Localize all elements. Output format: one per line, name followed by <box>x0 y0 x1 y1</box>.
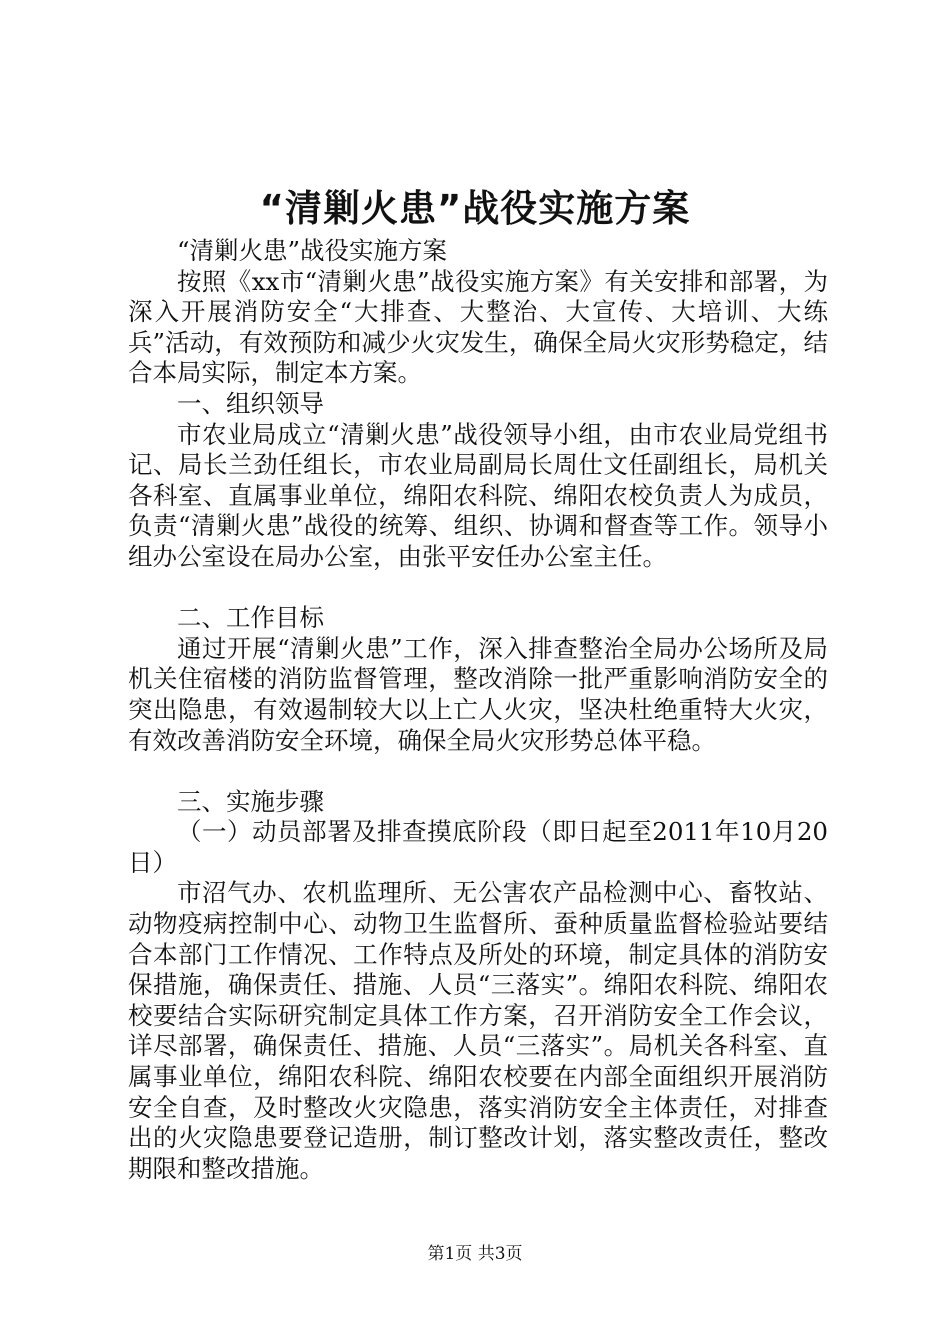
intro-paragraph: 按照《xx市“清剿火患”战役实施方案》有关安排和部署，为深入开展消防安全“大排查、大整治、大宣传、大培训、大练兵”活动，有效预防和减少火灾发生，确保全局火灾形势稳定，结合本局实际，制定本方案。 <box>128 266 828 388</box>
organization-paragraph: 市农业局成立“清剿火患”战役领导小组，由市农业局党组书记、局长兰劲任组长，市农业局副局长周仕文任副组长，局机关各科室、直属事业单位，绵阳农科院、绵阳农校负责人为成员，负责“清剿火患”战役的统筹、组织、协调和督查等工作。领导小组办公室设在局办公室，由张平安任办公室主任。 <box>128 419 828 571</box>
section-heading-organization: 一、组织领导 <box>177 388 324 418</box>
step-one-heading: （一）动员部署及排查摸底阶段（即日起至2011年10月20日） <box>128 817 828 877</box>
section-heading-goals: 二、工作目标 <box>177 603 324 633</box>
step-one-paragraph: 市沼气办、农机监理所、无公害农产品检测中心、畜牧站、动物疫病控制中心、动物卫生监督所、蚕种质量监督检验站要结合本部门工作情况、工作特点及所处的环境，制定具体的消防安保措施，确保责任、措施、人员“三落实”。绵阳农科院、绵阳农校要结合实际研究制定具体工作方案，召开消防安全工作会议，详尽部署，确保责任、措施、人员“三落实”。局机关各科室、直属事业单位，绵阳农科院、绵阳农校要在内部全面组织开展消防安全自查，及时整改火灾隐患，落实消防安全主体责任，对排查出的火灾隐患要登记造册，制订整改计划，落实整改责任，整改期限和整改措施。 <box>128 878 828 1183</box>
page-footer: 第1页 共3页 <box>427 1244 523 1264</box>
document-title: “清剿火患”战役实施方案 <box>259 187 691 230</box>
section-heading-steps: 三、实施步骤 <box>177 786 324 816</box>
document-body <box>128 236 828 1184</box>
goals-paragraph: 通过开展“清剿火患”工作，深入排查整治全局办公场所及局机关住宿楼的消防监督管理，整改消除一批严重影响消防安全的突出隐患，有效遏制较大以上亡人火灾，坚决杜绝重特大火灾，有效改善消防安全环境，确保全局火灾形势总体平稳。 <box>128 633 828 755</box>
subtitle-paragraph: “清剿火患”战役实施方案 <box>177 236 448 265</box>
